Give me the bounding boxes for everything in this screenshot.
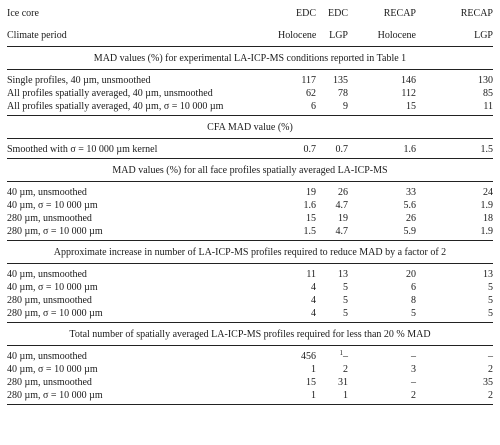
cell: 130 [478, 75, 493, 86]
row-label: All profiles spatially averaged, 40 µm, σ = 10 000 µm [7, 101, 224, 112]
cell: 1.6 [403, 144, 416, 155]
row-label: 40 µm, unsmoothed [7, 187, 87, 198]
header-cell: Holocene [278, 29, 317, 41]
header-label: Ice core [7, 7, 39, 19]
cell: 5 [343, 295, 348, 306]
table-row [7, 294, 493, 307]
row-label: 280 µm, σ = 10 000 µm [7, 390, 103, 401]
header-cell: Holocene [377, 29, 416, 41]
header-cell: RECAP [383, 7, 416, 19]
table-row [7, 389, 493, 402]
cell: 2 [488, 390, 493, 401]
cell: 0.7 [303, 144, 316, 155]
cell: 15 [306, 213, 316, 224]
cell: 4 [311, 308, 316, 319]
row-label: 40 µm, unsmoothed [7, 269, 87, 280]
row-label: 280 µm, σ = 10 000 µm [7, 308, 103, 319]
cell: 9 [343, 101, 348, 112]
cell: 15 [406, 101, 416, 112]
cell: 456 [301, 351, 316, 362]
cell: 135 [333, 75, 348, 86]
cell: 146 [401, 75, 416, 86]
row-label: 40 µm, σ = 10 000 µm [7, 282, 98, 293]
table-row [7, 268, 493, 281]
table-row [7, 376, 493, 389]
row-label: 280 µm, unsmoothed [7, 213, 92, 224]
cell: 5 [488, 295, 493, 306]
table-row [7, 143, 493, 156]
row-label: Smoothed with σ = 10 000 µm kernel [7, 144, 158, 155]
cell: 5 [488, 282, 493, 293]
cell: 13 [483, 269, 493, 280]
cell: 3 [411, 364, 416, 375]
row-label: Single profiles, 40 µm, unsmoothed [7, 75, 151, 86]
cell: 1.5 [480, 144, 493, 155]
cell: 26 [406, 213, 416, 224]
table-row [7, 350, 493, 363]
cell: 31 [338, 377, 348, 388]
cell: 26 [338, 187, 348, 198]
cell: 2 [488, 364, 493, 375]
cell: 4.7 [335, 200, 348, 211]
header-row-climate-period [7, 24, 493, 46]
table-row [7, 363, 493, 376]
row-label: 280 µm, unsmoothed [7, 295, 92, 306]
cell: 4.7 [335, 226, 348, 237]
cell: 2 [411, 390, 416, 401]
header-cell: RECAP [460, 7, 493, 19]
table-row [7, 186, 493, 199]
row-label: 40 µm, σ = 10 000 µm [7, 364, 98, 375]
cell: – [411, 377, 416, 388]
table-row [7, 199, 493, 212]
cell: 0.7 [335, 144, 348, 155]
section-title: CFA MAD value (%) [207, 121, 293, 133]
cell: 5 [343, 282, 348, 293]
header-cell: LGP [474, 29, 493, 41]
table-row [7, 225, 493, 238]
table-row [7, 307, 493, 320]
cell: 4 [311, 295, 316, 306]
cell: 19 [306, 187, 316, 198]
table-row [7, 281, 493, 294]
section-title: MAD values (%) for experimental LA-ICP-MS conditions reported in Table 1 [93, 52, 407, 64]
cell: 2 [343, 364, 348, 375]
cell: 15 [306, 377, 316, 388]
data-table [7, 2, 493, 405]
cell: 18 [483, 213, 493, 224]
row-label: 280 µm, unsmoothed [7, 377, 92, 388]
header-cell: LGP [329, 29, 348, 41]
cell: 24 [483, 187, 493, 198]
cell: 4 [311, 282, 316, 293]
cell: 5 [411, 308, 416, 319]
cell: 11 [483, 101, 493, 112]
cell: 1.5 [303, 226, 316, 237]
cell: – [488, 351, 493, 362]
cell: 13 [338, 269, 348, 280]
header-cell: EDC [328, 7, 348, 19]
cell: 5.6 [403, 200, 416, 211]
cell: 5 [488, 308, 493, 319]
row-label: 280 µm, σ = 10 000 µm [7, 226, 103, 237]
cell: 5 [343, 308, 348, 319]
cell: 112 [401, 88, 416, 99]
cell: 8 [411, 295, 416, 306]
section-title: Approximate increase in number of LA-ICP-MS profiles required to reduce MAD by a factor of 2 [53, 246, 447, 258]
cell: 6 [311, 101, 316, 112]
cell: 85 [483, 88, 493, 99]
cell: 62 [306, 88, 316, 99]
cell: 1 [311, 364, 316, 375]
cell: 78 [338, 88, 348, 99]
cell: 1.9 [480, 200, 493, 211]
section-title: MAD values (%) for all face profiles spatially averaged LA-ICP-MS [112, 164, 388, 176]
cell: – [411, 351, 416, 362]
row-label: 40 µm, unsmoothed [7, 351, 87, 362]
cell: 33 [406, 187, 416, 198]
cell: 35 [483, 377, 493, 388]
table-rule [7, 404, 493, 405]
row-label: All profiles spatially averaged, 40 µm, unsmoothed [7, 88, 213, 99]
cell: 1.6 [303, 200, 316, 211]
cell: 19 [338, 213, 348, 224]
header-cell: EDC [296, 7, 316, 19]
cell: 20 [406, 269, 416, 280]
cell: 6 [411, 282, 416, 293]
row-label: 40 µm, σ = 10 000 µm [7, 200, 98, 211]
section-title: Total number of spatially averaged LA-ICP-MS profiles required for less than 20 % MAD [69, 328, 431, 340]
header-label: Climate period [7, 29, 67, 41]
cell-value: – [343, 351, 348, 362]
cell [316, 350, 348, 363]
table-row [7, 87, 493, 100]
cell: 1 [343, 390, 348, 401]
cell: 1 [311, 390, 316, 401]
footnote-marker: 1 [339, 349, 343, 357]
header-row-ice-core [7, 2, 493, 24]
cell: 5.9 [403, 226, 416, 237]
table-row [7, 74, 493, 87]
cell: 11 [306, 269, 316, 280]
cell: 1.9 [480, 226, 493, 237]
table-row [7, 100, 493, 113]
cell: 117 [301, 75, 316, 86]
table-row [7, 212, 493, 225]
